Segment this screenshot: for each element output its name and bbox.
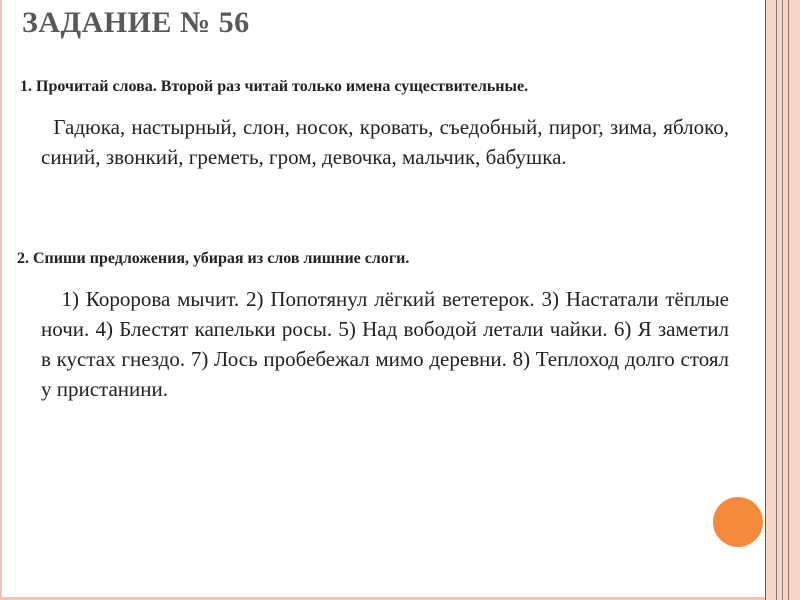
slide-title: ЗАДАНИЕ № 56 (22, 6, 250, 39)
task-2-number: 2. (17, 250, 29, 267)
task-1-heading (20, 78, 528, 96)
task-2-instruction: Спиши предложения, убирая из слов лишние слоги. (29, 250, 410, 267)
side-band-line (782, 0, 783, 600)
side-band-line (776, 0, 777, 600)
left-border (0, 0, 2, 600)
side-band-line (788, 0, 789, 600)
decorative-orange-circle (713, 497, 763, 547)
task-1-instruction: Прочитай слова. Второй раз читай только имена существительные. (32, 78, 529, 95)
task-1-number: 1. (20, 78, 32, 95)
task-2-sentences: 1) Коророва мычит. 2) Попотянул лёгкий вететерок. 3) Настатали тёплые ночи. 4) Блестят капельки росы. 5) Над вободой летали чайки. 6) Я заметил в кустах гнездо. 7) Лось пробебежал мимо деревни. 8) Теплоход долго стоял у пристанини. (41, 287, 729, 401)
task-1-word-list: Гадюка, настырный, слон, носок, кровать, съедобный, пирог, зима, яблоко, синий, звонкий, греметь, гром, девочка, мальчик, бабушка. (41, 115, 729, 169)
decorative-side-band (765, 0, 800, 600)
task-2-heading (17, 250, 409, 268)
